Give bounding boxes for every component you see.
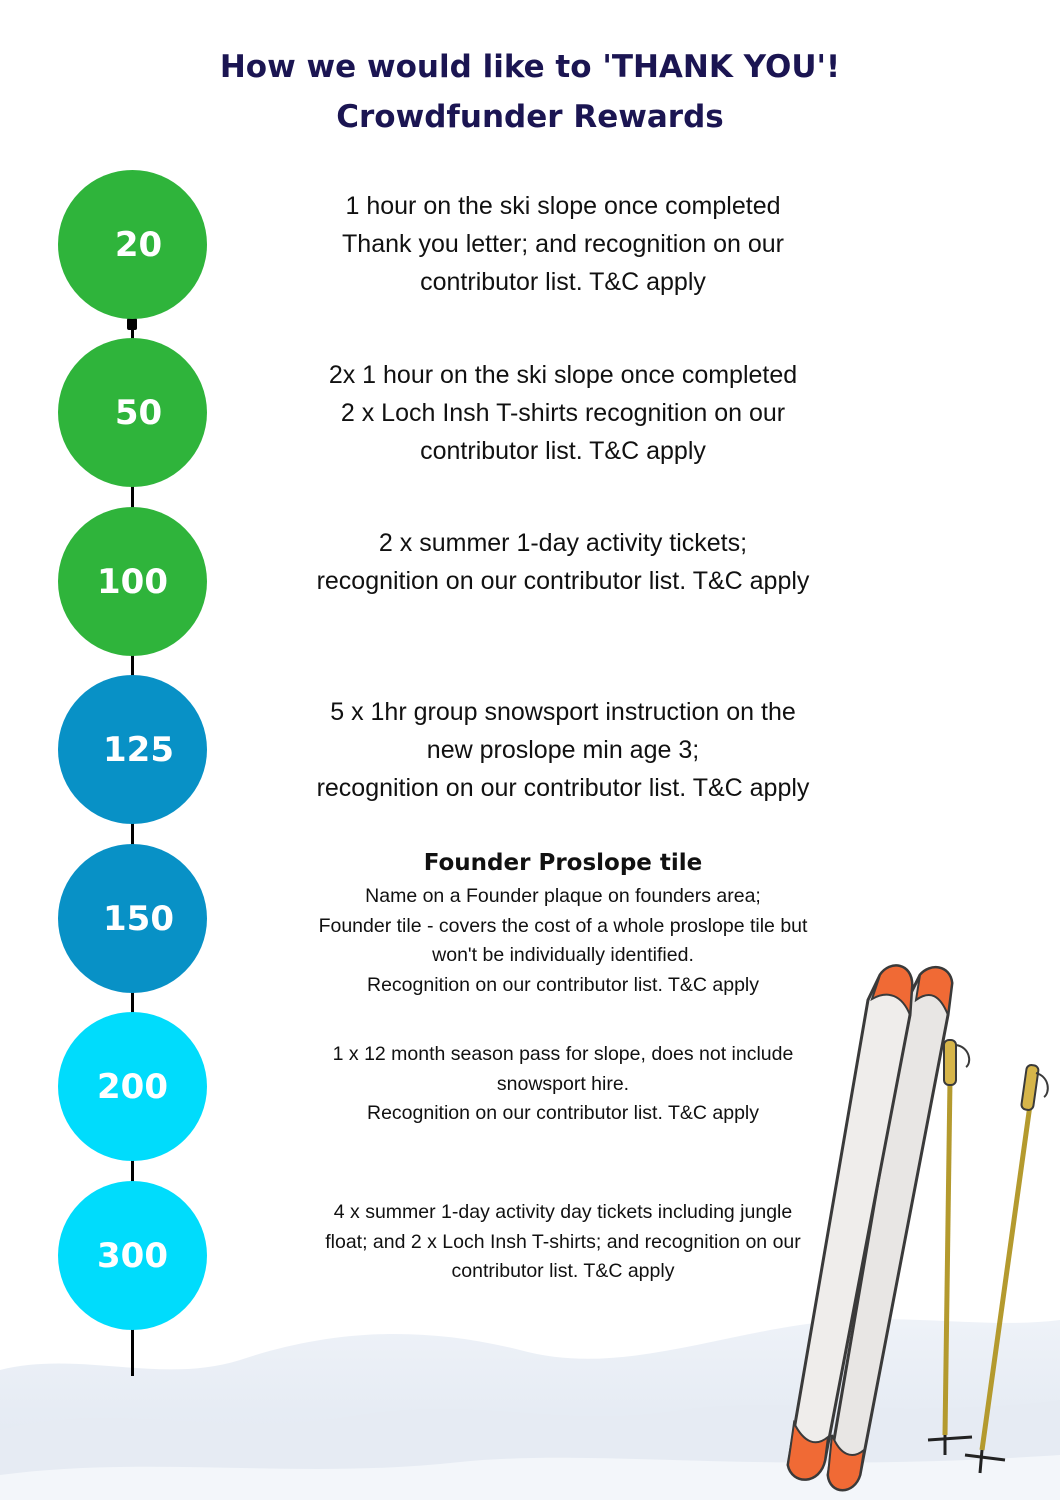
reward-amount: 150: [103, 898, 174, 939]
reward-line: won't be individually identified.: [432, 944, 694, 966]
reward-amount: 50: [114, 392, 163, 433]
reward-line: float; and 2 x Loch Insh T-shirts; and recognition on our: [325, 1230, 801, 1253]
reward-description: [268, 524, 858, 600]
reward-line: recognition on our contributor list. T&C apply: [316, 567, 810, 595]
page-title-line1: How we would like to 'THANK YOU'!: [219, 49, 841, 85]
reward-line: Recognition on our contributor list. T&C apply: [366, 973, 759, 996]
ski-pole-icon: [928, 1040, 972, 1455]
reward-amount-circle: [58, 338, 207, 487]
reward-description: [268, 187, 858, 301]
reward-amount-circle: [58, 507, 207, 656]
reward-line: Thank you letter; and recognition on our: [342, 230, 784, 258]
skis-and-poles-illustration: [770, 955, 1060, 1500]
reward-line: contributor list. T&C apply: [420, 268, 706, 296]
reward-line: 2 x summer 1-day activity tickets;: [378, 529, 748, 557]
reward-amount-circle: [58, 1012, 207, 1161]
reward-amount: 200: [97, 1066, 168, 1107]
reward-amount-circle: [58, 170, 207, 319]
reward-line: Recognition on our contributor list. T&C apply: [366, 1102, 759, 1124]
reward-amount: 125: [103, 729, 174, 770]
reward-line: recognition on our contributor list. T&C apply: [316, 774, 810, 802]
reward-amount: 100: [97, 561, 168, 602]
reward-description: [268, 356, 858, 470]
timeline-node: [127, 318, 137, 330]
reward-amount: 300: [97, 1235, 168, 1276]
reward-heading: Founder Proslope tile: [423, 850, 703, 876]
ski-pole-icon: [965, 1064, 1048, 1473]
reward-line: Founder tile - covers the cost of a whole proslope tile but: [318, 914, 808, 937]
reward-amount-circle: [58, 844, 207, 993]
reward-line: snowsport hire.: [496, 1072, 630, 1095]
reward-line: new proslope min age 3;: [426, 736, 700, 764]
reward-line: 1 x 12 month season pass for slope, does not include: [332, 1043, 794, 1065]
reward-amount-circle: [58, 675, 207, 824]
page-title-line2: Crowdfunder Rewards: [336, 99, 724, 135]
reward-line: contributor list. T&C apply: [420, 437, 706, 465]
reward-line: 1 hour on the ski slope once completed: [345, 192, 781, 220]
reward-line: 2x 1 hour on the ski slope once completed: [328, 361, 798, 389]
reward-line: 2 x Loch Insh T-shirts recognition on our: [340, 399, 786, 427]
reward-amount: 20: [114, 224, 163, 265]
reward-description: [268, 693, 858, 807]
reward-line: Name on a Founder plaque on founders area;: [365, 885, 761, 907]
reward-amount-circle: [58, 1181, 207, 1330]
reward-line: 5 x 1hr group snowsport instruction on the: [330, 698, 796, 726]
reward-line: 4 x summer 1-day activity day tickets including jungle: [333, 1201, 793, 1223]
reward-line: contributor list. T&C apply: [451, 1260, 675, 1282]
